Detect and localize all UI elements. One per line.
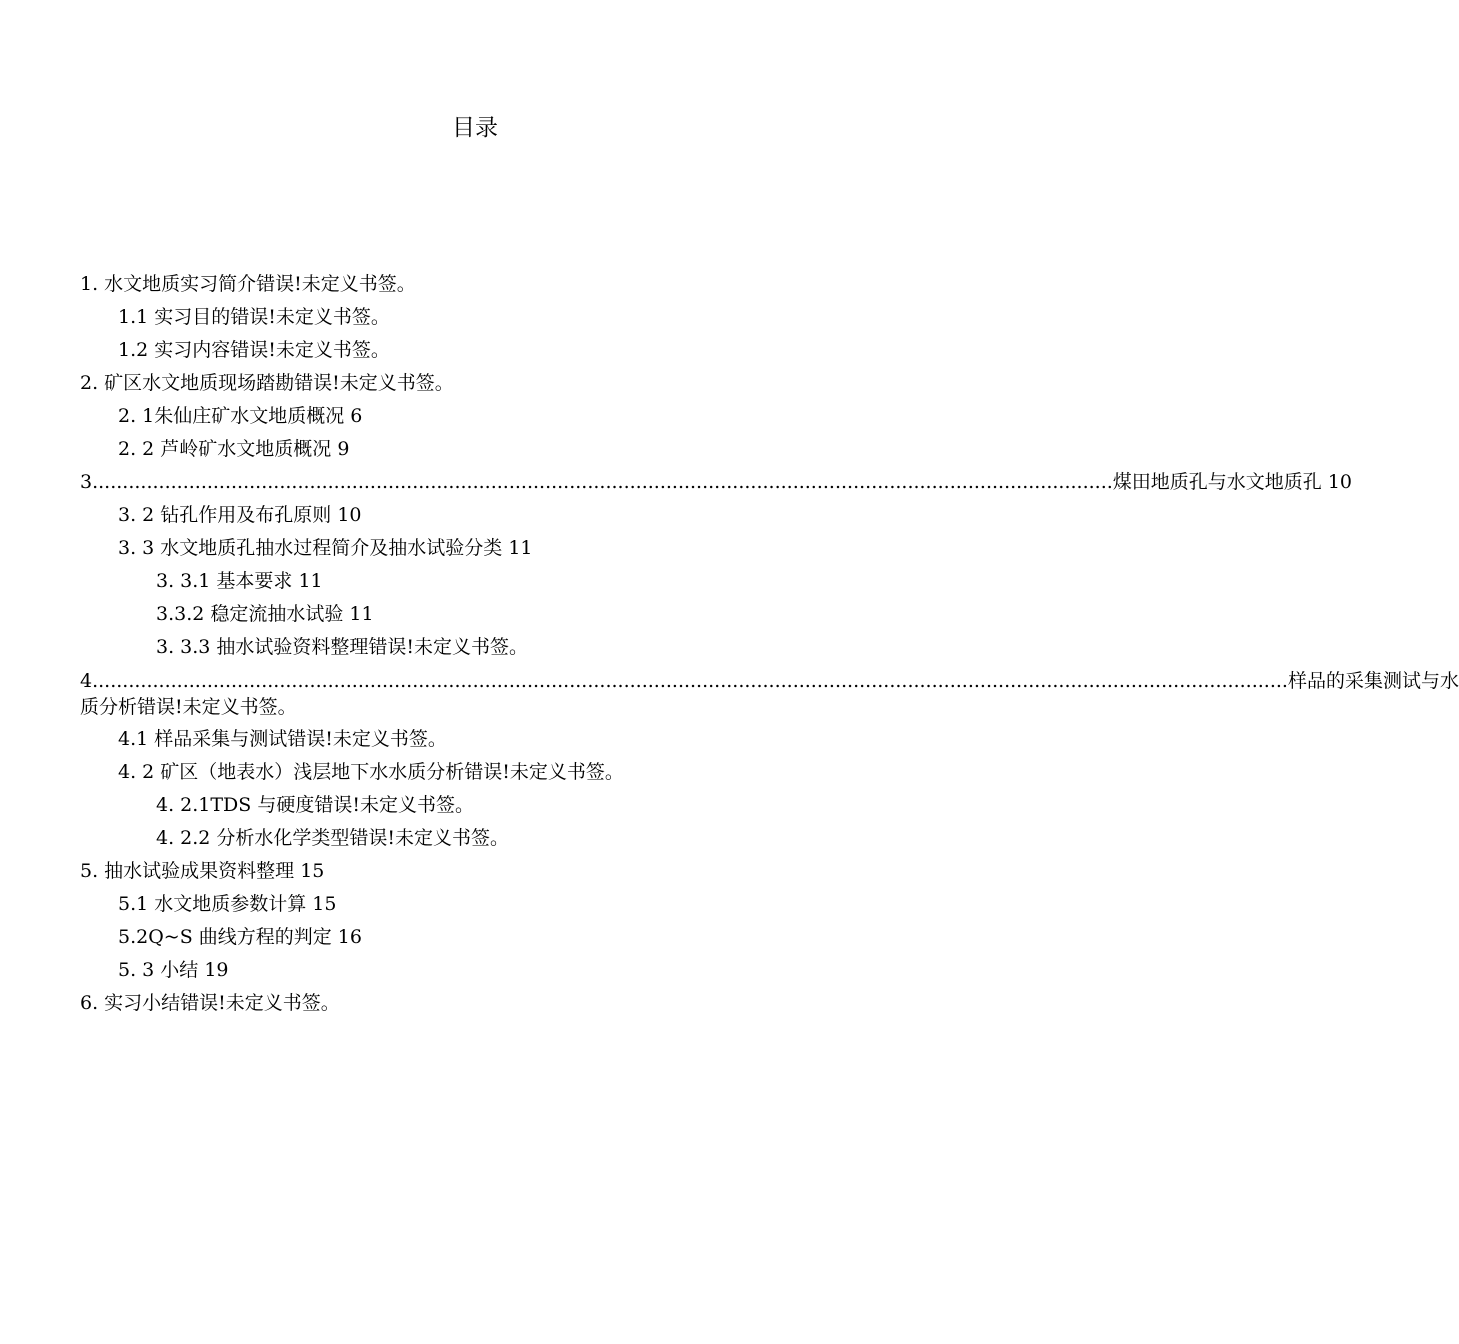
page-title: 目录 <box>452 115 498 141</box>
toc-entry-5-2[interactable]: 5.2Q~S 曲线方程的判定 16 <box>118 926 362 948</box>
toc-entry-3-3[interactable]: 3. 3 水文地质孔抽水过程简介及抽水试验分类 11 <box>118 537 533 559</box>
toc-entry-5-3[interactable]: 5. 3 小结 19 <box>118 959 229 981</box>
toc-entry-4-continuation: 质分析错误!未定义书签。 <box>80 696 297 718</box>
toc-entry-4-2-2[interactable]: 4. 2.2 分析水化学类型错误!未定义书签。 <box>156 827 510 849</box>
toc-entry-5[interactable]: 5. 抽水试验成果资料整理 15 <box>80 860 325 882</box>
toc-entry-4-title: 样品的采集测试与水 <box>1287 670 1459 692</box>
toc-entry-4-2-1[interactable]: 4. 2.1TDS 与硬度错误!未定义书签。 <box>156 794 474 816</box>
toc-entry-2-2[interactable]: 2. 2 芦岭矿水文地质概况 9 <box>118 438 350 460</box>
toc-entry-3-number: 3. <box>80 471 99 493</box>
toc-entry-4[interactable] <box>80 668 1459 720</box>
toc-entry-3[interactable] <box>80 466 1353 499</box>
toc-entry-6[interactable]: 6. 实习小结错误!未定义书签。 <box>80 992 340 1014</box>
toc-entry-3-3-3[interactable]: 3. 3.3 抽水试验资料整理错误!未定义书签。 <box>156 636 529 658</box>
toc-entry-2[interactable]: 2. 矿区水文地质现场踏勘错误!未定义书签。 <box>80 372 454 394</box>
toc-entry-4-1[interactable]: 4.1 样品采集与测试错误!未定义书签。 <box>118 728 447 750</box>
table-of-contents <box>80 268 1459 1020</box>
toc-entry-3-3-2[interactable]: 3.3.2 稳定流抽水试验 11 <box>156 603 374 625</box>
toc-entry-1-2[interactable]: 1.2 实习内容错误!未定义书签。 <box>118 339 390 361</box>
toc-entry-3-2[interactable]: 3. 2 钻孔作用及布孔原则 10 <box>118 504 362 526</box>
toc-entry-5-1[interactable]: 5.1 水文地质参数计算 15 <box>118 893 337 915</box>
toc-entry-4-2[interactable]: 4. 2 矿区（地表水）浅层地下水水质分析错误!未定义书签。 <box>118 761 624 783</box>
toc-entry-2-1[interactable]: 2. 1朱仙庄矿水文地质概况 6 <box>118 405 363 427</box>
toc-entry-3-title: 煤田地质孔与水文地质孔 10 <box>1112 471 1353 493</box>
dot-leader: ........................................................................................................................................................................ <box>98 471 1113 493</box>
toc-entry-4-number: 4. <box>80 670 99 692</box>
toc-entry-1-1[interactable]: 1.1 实习目的错误!未定义书签。 <box>118 306 390 328</box>
toc-entry-3-3-1[interactable]: 3. 3.1 基本要求 11 <box>156 570 323 592</box>
dot-leader: ..................................................................................................................................................................................................... <box>98 670 1288 692</box>
toc-entry-1[interactable]: 1. 水文地质实习简介错误!未定义书签。 <box>80 273 416 295</box>
